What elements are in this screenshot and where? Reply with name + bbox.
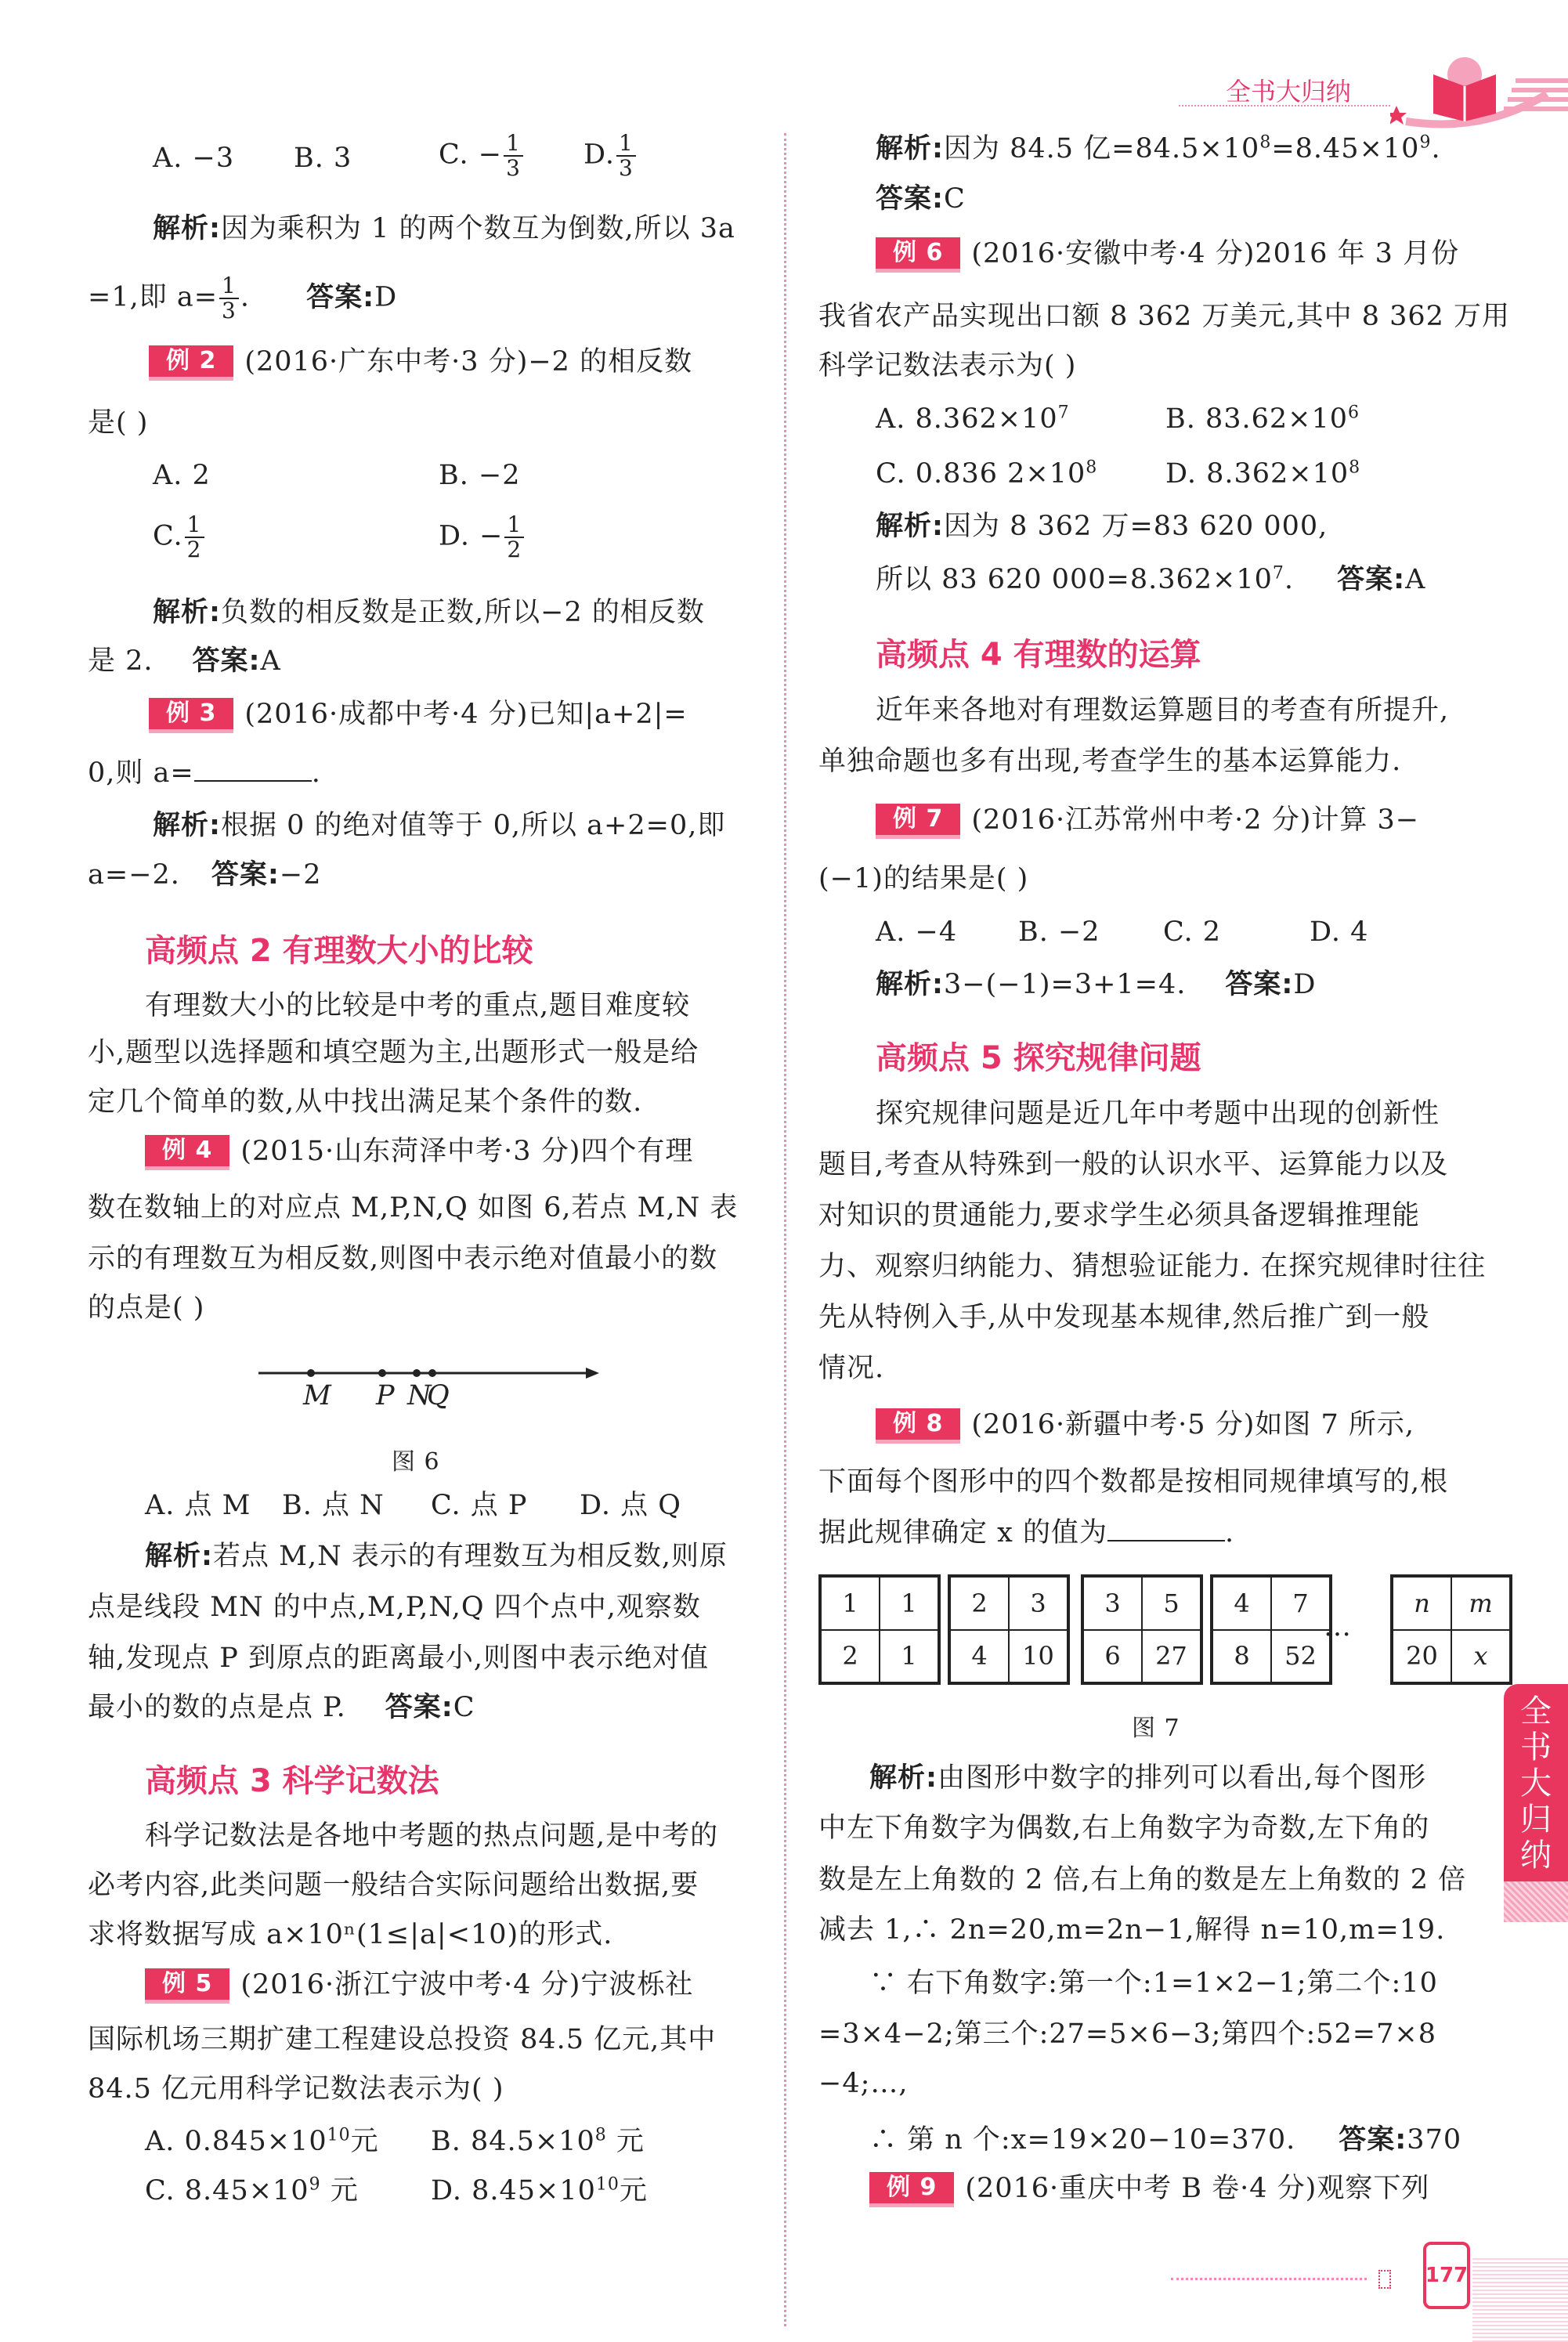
fraction: $\frac{1}{3}$ [504,132,523,180]
ex3-question-line1: 例 3 (2016·成都中考·4 分)已知|a+2|= [149,697,688,733]
ex4-question-line2: 数在数轴上的对应点 M,P,N,Q 如图 6,若点 M,N 表 [88,1192,739,1223]
ex5-analysis: 解析:因为 84.5 亿$=84.5\times 10^8=8.45\times 10^9$. [876,132,1441,164]
ex1-analysis-line1: 解析:因为乘积为 1 的两个数互为倒数,所以 3a [153,213,735,244]
section-heading-3: 高频点 3 科学记数法 [145,1763,439,1799]
ex7-question-line2: (−1)的结果是( ) [818,863,1029,895]
point-m [307,1369,315,1377]
ex7-option-d: D. 4 [1310,916,1369,948]
ex5-option-a: A. $0.845\times 10^{10}$元 [145,2125,379,2157]
h3-paragraph-line3: 求将数据写成 a×10ⁿ(1≤|a|<10)的形式. [88,1919,613,1950]
h5-paragraph-line3: 对知识的贯通能力,要求学生必须具备逻辑推理能 [818,1200,1421,1231]
point-label-m: M [303,1380,332,1411]
ex2-question-line1: 例 2 (2016·广东中考·3 分)−2 的相反数 [149,345,692,381]
ex5-question-line3: 84.5 亿元用科学记数法表示为( ) [88,2073,504,2105]
answer-value: D [374,281,398,313]
ex4-question-line3: 示的有理数互为相反数,则图中表示绝对值最小的数 [88,1243,718,1274]
ex8-question-line1: 例 8 (2016·新疆中考·5 分)如图 7 所示, [876,1408,1414,1444]
grid-cell: 7 [1271,1577,1330,1630]
ex8-question-line3: 据此规律确定 x 的值为 . [818,1517,1235,1549]
ex4-option-b: B. 点 N [282,1490,385,1521]
grid-cell: 3 [1009,1577,1068,1630]
side-tab-chapter[interactable]: 全 书 大 归 纳 [1504,1684,1568,1881]
section-heading-4: 高频点 4 有理数的运算 [876,637,1201,673]
number-grid [818,1574,941,1685]
ex1-option-b: B. 3 [294,143,352,174]
ex5-option-d: D. $8.45\times 10^{10}$元 [431,2174,648,2206]
grid-cell: 10 [1009,1630,1068,1683]
h3-paragraph-line1: 科学记数法是各地中考题的热点问题,是中考的 [145,1820,719,1852]
ex4-option-d: D. 点 Q [580,1490,681,1521]
grid-cell: 4 [1212,1577,1271,1630]
example-badge: 例 2 [149,345,233,381]
ex5-question-line2: 国际机场三期扩建工程建设总投资 84.5 亿元,其中 [88,2024,717,2055]
ex4-option-a: A. 点 M [145,1490,251,1521]
grid-cell: 52 [1271,1630,1330,1683]
example-badge: 例 8 [876,1408,960,1444]
section-heading-5: 高频点 5 探究规律问题 [876,1040,1201,1076]
example-badge: 例 5 [145,1968,229,2004]
footer-pattern [1472,2256,1568,2342]
point-p [378,1369,386,1377]
header-title: 全书大归纳 [1226,77,1352,107]
number-grid [1210,1574,1332,1685]
ex4-analysis-line3: 轴,发现点 P 到原点的距离最小,则图中表示绝对值 [88,1643,710,1674]
fraction: $\frac{1}{2}$ [504,513,524,562]
ex2-option-c: C. $\frac{1}{2}$ [153,513,206,562]
ex2-analysis-line1: 解析:负数的相反数是正数,所以−2 的相反数 [153,597,705,628]
ex1-option-c-label: C. − [439,139,503,171]
ex6-question-line3: 科学记数法表示为( ) [818,350,1077,381]
ex3-analysis-line2: a=−2. 答案:−2 [88,859,322,891]
grid-cell: 6 [1083,1630,1142,1683]
example-badge: 例 3 [149,698,233,733]
ex4-question-line1: 例 4 (2015·山东菏泽中考·3 分)四个有理 [145,1134,693,1170]
ex2-question-line2: 是( ) [88,407,149,439]
h2-paragraph-line2: 小,题型以选择题和填空题为主,出题形式一般是给 [88,1037,699,1068]
ex6-question-line2: 我省农产品实现出口额 8 362 万美元,其中 8 362 万用 [818,301,1511,332]
ex7-question-line1: 例 7 (2016·江苏常州中考·2 分)计算 3− [876,803,1419,839]
fraction: $\frac{1}{3}$ [616,132,636,180]
ex8-analysis-line1: 解析:由图形中数字的排列可以看出,每个图形 [869,1762,1427,1794]
ex8-therefore: ∴ 第 n 个:x=19×20−10=370. 答案:370 [869,2124,1462,2156]
fig7-ellipsis: … [1324,1611,1352,1643]
column-divider [784,133,786,2326]
grid-cell: n [1393,1577,1451,1630]
ex8-analysis-line2: 中左下角数字为偶数,右上角数字为奇数,左下角的 [818,1813,1430,1844]
arrow-icon [586,1368,599,1379]
page-number: 177 [1425,2264,1469,2287]
ex2-option-b: B. −2 [439,460,521,491]
grid-cell: 2 [950,1577,1009,1630]
answer-label: 答案: [306,281,375,313]
figure-7-caption: 图 7 [1132,1715,1180,1742]
point-label-n: N [407,1380,432,1411]
fraction: $\frac{1}{2}$ [185,513,204,562]
footer-line [1171,2278,1367,2280]
h2-paragraph-line1: 有理数大小的比较是中考的重点,题目难度较 [145,990,691,1021]
ex2-analysis-line2: 是 2. 答案:A [88,645,281,677]
answer-blank[interactable] [194,757,312,782]
ex7-option-a: A. −4 [876,916,958,948]
ex4-question-line4: 的点是( ) [88,1292,205,1324]
h5-paragraph-line1: 探究规律问题是近几年中考题中出现的创新性 [876,1098,1440,1129]
grid-cell: 1 [880,1577,938,1630]
ex4-analysis-line4: 最小的数的点是点 P. 答案:C [88,1692,475,1723]
grid-cell: 5 [1142,1577,1201,1630]
ex1-option-a: A. −3 [153,143,235,174]
ex8-because-line1: ∵ 右下角数字:第一个:1=1×2−1;第二个:10 [869,1968,1438,1999]
ex2-option-a: A. 2 [153,460,211,491]
h3-paragraph-line2: 必考内容,此类问题一般结合实际问题给出数据,要 [88,1870,699,1901]
ex6-option-c: C. 0.836 $2\times 10^8$ [876,457,1098,490]
answer-blank[interactable] [1107,1516,1225,1541]
ex5-answer: 答案:C [876,183,966,215]
ex3-question-line2: 0,则 a= . [88,757,321,789]
ex4-analysis-line1: 解析:若点 M,N 表示的有理数互为相反数,则原 [145,1541,728,1572]
number-grid [948,1574,1070,1685]
ex8-analysis-line4: 减去 1,∴ 2n=20,m=2n−1,解得 n=10,m=19. [818,1914,1446,1946]
example-badge: 例 7 [876,804,960,839]
grid-cell: 4 [950,1630,1009,1683]
grid-cell: 27 [1142,1630,1201,1683]
grid-cell: 1 [880,1630,938,1683]
ex7-option-c: C. 2 [1163,916,1222,948]
number-grid [1081,1574,1203,1685]
h5-paragraph-line2: 题目,考查从特殊到一般的认识水平、运算能力以及 [818,1149,1449,1180]
figure-6-caption: 图 6 [392,1448,440,1476]
ex5-option-b: B. $84.5\times 10^8$ 元 [431,2125,645,2157]
star-icon [1390,106,1407,125]
ex6-option-a: A. $8.362\times 10^7$ [876,403,1070,435]
example-badge: 例 9 [869,2172,954,2207]
point-label-q: Q [427,1380,450,1411]
point-label-p: P [376,1380,396,1411]
grid-cell: 3 [1083,1577,1142,1630]
ex8-because-line3: −4;…, [818,2068,909,2099]
section-heading-2: 高频点 2 有理数大小的比较 [145,933,533,969]
ex5-option-c: C. $8.45\times 10^9$ 元 [145,2174,359,2206]
ex8-because-line2: =3×4−2;第三个:27=5×6−3;第四个:52=7×8 [818,2019,1436,2050]
grid-cell: 2 [821,1630,880,1683]
ex6-option-b: B. $83.62\times 10^6$ [1165,403,1360,435]
grid-cell: 8 [1212,1630,1271,1683]
ex1-analysis-line2: =1,即 a= $\frac{1}{3}$ . 答案:D [88,273,398,323]
ex1-option-d-label: D. [583,139,615,171]
ex8-question-line2: 下面每个图形中的四个数都是按相同规律填写的,根 [818,1466,1449,1498]
ex6-analysis-line2: 所以 83 620 $000=8.362\times 10^7$. 答案:A [876,563,1426,595]
reading-hedgehog-icon [1390,47,1568,129]
grid-cell: 1 [821,1577,880,1630]
ex3-analysis-line1: 解析:根据 0 的绝对值等于 0,所以 a+2=0,即 [153,810,726,841]
grid-cell: x [1451,1630,1510,1683]
ex6-option-d: D. $8.362\times 10^8$ [1165,457,1361,490]
page-number-box [1423,2242,1470,2309]
h2-paragraph-line3: 定几个简单的数,从中找出满足某个条件的数. [88,1086,643,1118]
analysis-label: 解析: [153,213,221,244]
example-badge: 例 6 [876,237,960,273]
number-grid [1390,1574,1512,1685]
h4-paragraph-line2: 单独命题也多有出现,考查学生的基本运算能力. [818,746,1402,777]
ex1-option-c [439,132,525,180]
ex8-analysis-line3: 数是左上角数的 2 倍,右上角的数是左上角数的 2 倍 [818,1864,1467,1896]
h5-paragraph-line4: 力、观察归纳能力、猜想验证能力. 在探究规律时往往 [818,1251,1487,1282]
header-dotted-line [1179,105,1390,107]
h5-paragraph-line5: 先从特例入手,从中发现基本规律,然后推广到一般 [818,1302,1430,1333]
ex9-question-line1: 例 9 (2016·重庆中考 B 卷·4 分)观察下列 [869,2171,1429,2207]
grid-cell: m [1451,1577,1510,1630]
grid-cell: 20 [1393,1630,1451,1683]
side-tab-stripe [1504,1881,1568,1922]
ex5-question-line1: 例 5 (2016·浙江宁波中考·4 分)宁波栎社 [145,1968,693,2004]
footer-box-icon [1378,2270,1391,2289]
ex7-analysis: 解析:3−(−1)=3+1=4. 答案:D [876,969,1317,1000]
ex4-option-c: C. 点 P [431,1490,528,1521]
ex1-option-d [583,132,638,180]
ex6-question-line1: 例 6 (2016·安徽中考·4 分)2016 年 3 月份 [876,237,1459,273]
h5-paragraph-line6: 情况. [818,1353,885,1384]
fraction: $\frac{1}{3}$ [219,274,239,323]
ex4-analysis-line2: 点是线段 MN 的中点,M,P,N,Q 四个点中,观察数 [88,1592,701,1623]
ex7-option-b: B. −2 [1018,916,1100,948]
ex2-option-d: D. − $\frac{1}{2}$ [439,513,526,562]
point-q [428,1369,436,1377]
ex6-analysis-line1: 解析:因为 8 362 万=83 620 000, [876,511,1328,542]
point-n [413,1369,421,1377]
h4-paragraph-line1: 近年来各地对有理数运算题目的考查有所提升, [876,695,1450,726]
example-badge: 例 4 [145,1135,229,1170]
